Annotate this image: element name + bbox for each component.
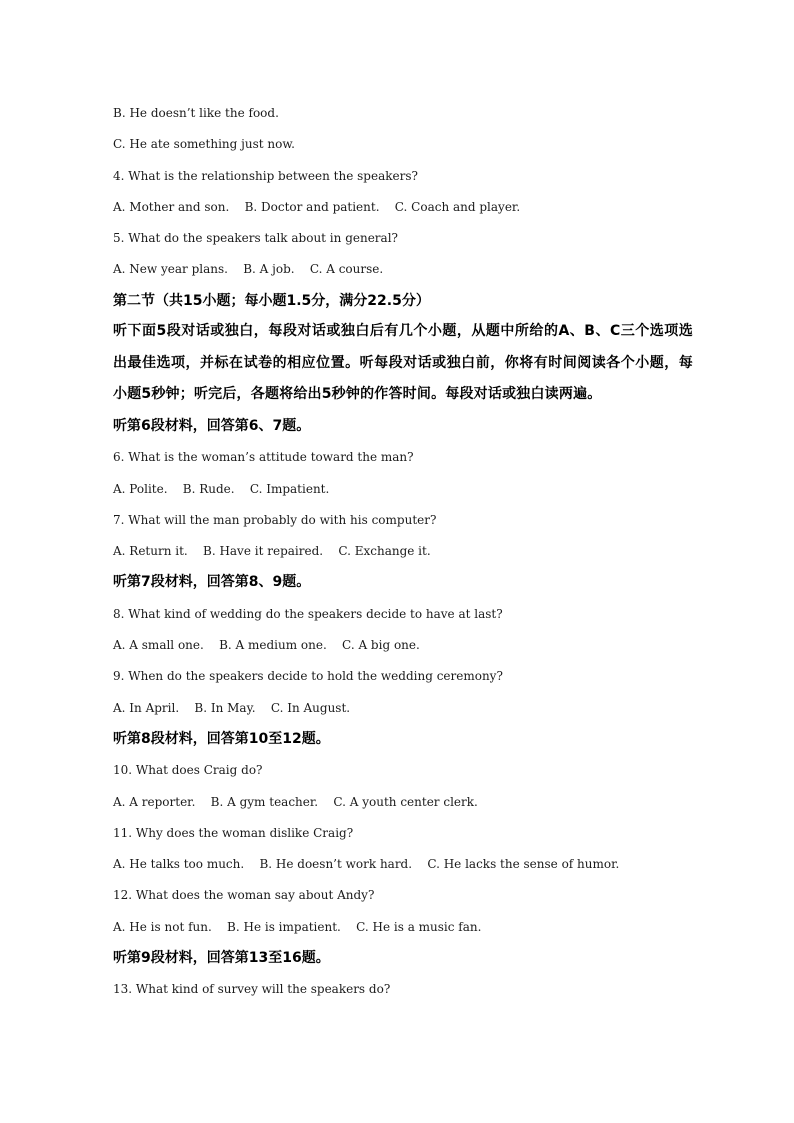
material-heading: 听第7段材料，回答第8、9题。	[113, 574, 311, 591]
options-line: A. He talks too much. B. He doesn’t work hard. C. He lacks the sense of humor.	[113, 857, 620, 872]
options-line: A. Polite. B. Rude. C. Impatient.	[113, 481, 330, 496]
option-line: B. He doesn’t like the food.	[113, 106, 279, 120]
section-heading: 第二节（共15小题；每小题1.5分，满分22.5分）	[113, 292, 430, 309]
question-line: 6. What is the woman’s attitude toward the man?	[113, 450, 414, 465]
options-line: A. New year plans. B. A job. C. A course.	[113, 262, 384, 277]
options-line: A. A reporter. B. A gym teacher. C. A youth center clerk.	[113, 794, 478, 809]
question-line: 7. What will the man probably do with his computer?	[113, 512, 437, 527]
options-line: A. He is not fun. B. He is impatient. C. He is a music fan.	[113, 919, 482, 934]
question-line: 13. What kind of survey will the speakers do?	[113, 982, 391, 997]
options-line: A. Mother and son. B. Doctor and patient. C. Coach and player.	[113, 199, 521, 214]
material-heading: 听第9段材料，回答第13至16题。	[113, 950, 330, 967]
material-heading: 听第8段材料，回答第10至12题。	[113, 730, 330, 747]
options-line: A. Return it. B. Have it repaired. C. Exchange it.	[113, 544, 431, 559]
question-line: 12. What does the woman say about Andy?	[113, 888, 375, 903]
question-line: 9. When do the speakers decide to hold the wedding ceremony?	[113, 669, 503, 684]
section-instructions: 听下面5段对话或独白，每段对话或独白后有几个小题，从题中所给的A、B、C三个选项选出最佳选项，并标在试卷的相应位置。听每段对话或独白前，你将有时间阅读各个小题，每小题5秒钟；听完后，各题将给出5秒钟的作答时间。每段对话或独白读两遍。	[113, 323, 693, 403]
question-line: 4. What is the relationship between the speakers?	[113, 168, 418, 183]
question-line: 11. Why does the woman dislike Craig?	[113, 825, 354, 840]
question-line: 8. What kind of wedding do the speakers decide to have at last?	[113, 606, 503, 621]
options-line: A. A small one. B. A medium one. C. A big one.	[113, 638, 420, 653]
question-line: 10. What does Craig do?	[113, 763, 263, 778]
options-line: A. In April. B. In May. C. In August.	[113, 700, 351, 715]
question-line: 5. What do the speakers talk about in general?	[113, 231, 398, 246]
material-heading: 听第6段材料，回答第6、7题。	[113, 417, 311, 434]
exam-page	[113, 104, 693, 1012]
option-line: C. He ate something just now.	[113, 137, 295, 152]
